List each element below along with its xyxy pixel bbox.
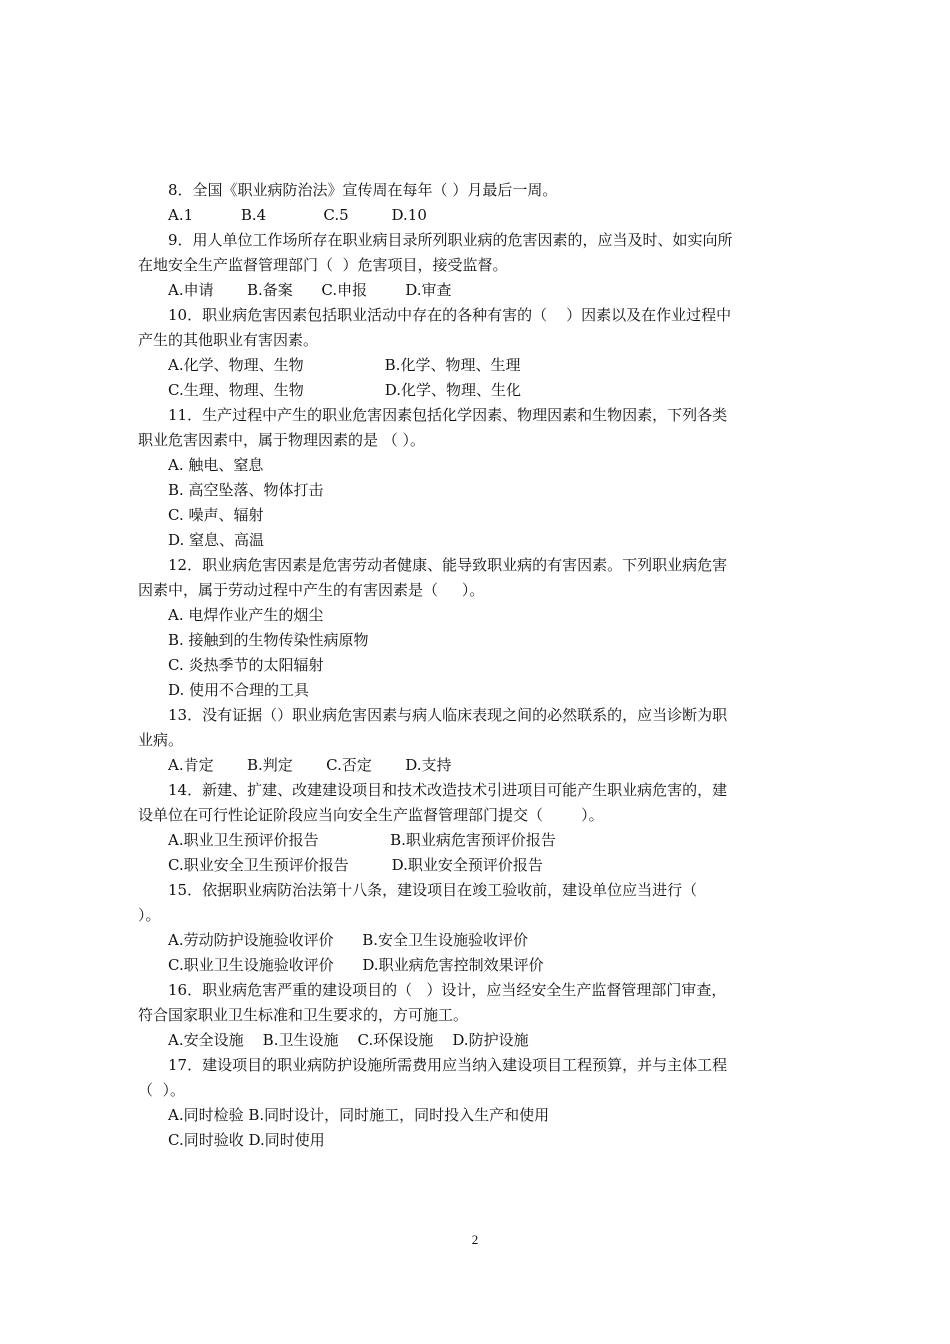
page-number: 2 [471, 1232, 479, 1247]
question-14-options-1: A.职业卫生预评价报告 B.职业病危害预评价报告 [168, 831, 556, 849]
question-11-cont: 职业危害因素中，属于物理因素的是 （ ）。 [138, 431, 426, 449]
question-14-cont: 设单位在可行性论证阶段应当向安全生产监督管理部门提交（ ）。 [138, 806, 604, 824]
question-15: 15．依据职业病防治法第十八条，建设项目在竣工验收前，建设单位应当进行（ [168, 881, 698, 899]
question-15-options-2: C.职业卫生设施验收评价 D.职业病危害控制效果评价 [168, 956, 544, 974]
question-12-cont: 因素中，属于劳动过程中产生的有害因素是（ ）。 [138, 581, 485, 599]
question-13: 13．没有证据（）职业病危害因素与病人临床表现之间的必然联系的，应当诊断为职 [168, 706, 728, 724]
question-13-options: A.肯定 B.判定 C.否定 D.支持 [168, 756, 452, 774]
question-9-cont: 在地安全生产监督管理部门（ ）危害项目，接受监督。 [138, 256, 508, 274]
question-10-cont: 产生的其他职业有害因素。 [138, 331, 319, 349]
question-16-options: A.安全设施 B.卫生设施 C.环保设施 D.防护设施 [168, 1031, 529, 1049]
question-9-options: A.申请 B.备案 C.申报 D.审查 [168, 281, 452, 299]
question-12-option-c: C. 炎热季节的太阳辐射 [168, 656, 324, 674]
question-10-options-2: C.生理、物理、生物 D.化学、物理、生化 [168, 381, 522, 399]
question-17: 17．建设项目的职业病防护设施所需费用应当纳入建设项目工程预算，并与主体工程 [168, 1056, 728, 1074]
question-14-options-2: C.职业安全卫生预评价报告 D.职业安全预评价报告 [168, 856, 543, 874]
question-10-options-1: A.化学、物理、生物 B.化学、物理、生理 [168, 356, 521, 374]
question-11-option-a: A. 触电、窒息 [168, 456, 264, 474]
question-17-cont: （ ）。 [138, 1081, 186, 1099]
question-16-cont: 符合国家职业卫生标准和卫生要求的，方可施工。 [138, 1006, 469, 1024]
question-12-option-a: A. 电焊作业产生的烟尘 [168, 606, 324, 624]
question-11-option-d: D. 窒息、高温 [168, 531, 265, 549]
question-14: 14．新建、扩建、改建建设项目和技术改造技术引进项目可能产生职业病危害的，建 [168, 781, 728, 799]
question-12-option-d: D. 使用不合理的工具 [168, 681, 310, 699]
question-10: 10．职业病危害因素包括职业活动中存在的各种有害的（ ）因素以及在作业过程中 [168, 306, 732, 324]
question-15-options-1: A.劳动防护设施验收评价 B.安全卫生设施验收评价 [168, 931, 529, 949]
question-15-cont: ）。 [138, 906, 161, 924]
question-11: 11．生产过程中产生的职业危害因素包括化学因素、物理因素和生物因素，下列各类 [168, 406, 728, 424]
question-17-options-2: C.同时验收 D.同时使用 [168, 1131, 325, 1149]
question-16: 16．职业病危害严重的建设项目的（ ）设计，应当经安全生产监督管理部门审查， [168, 981, 727, 999]
question-8-options: A.1 B.4 C.5 D.10 [168, 206, 427, 224]
question-17-options-1: A.同时检验 B.同时设计，同时施工，同时投入生产和使用 [168, 1106, 550, 1124]
question-8: 8．全国《职业病防治法》宣传周在每年（ ）月最后一周。 [168, 181, 558, 199]
question-12: 12．职业病危害因素是危害劳动者健康、能导致职业病的有害因素。下列职业病危害 [168, 556, 728, 574]
question-11-option-b: B. 高空坠落、物体打击 [168, 481, 324, 499]
question-9: 9．用人单位工作场所存在职业病目录所列职业病的危害因素的，应当及时、如实向所 [168, 231, 733, 249]
question-12-option-b: B. 接触到的生物传染性病原物 [168, 631, 369, 649]
question-13-cont: 业病。 [138, 731, 184, 749]
question-11-option-c: C. 噪声、辐射 [168, 506, 264, 524]
